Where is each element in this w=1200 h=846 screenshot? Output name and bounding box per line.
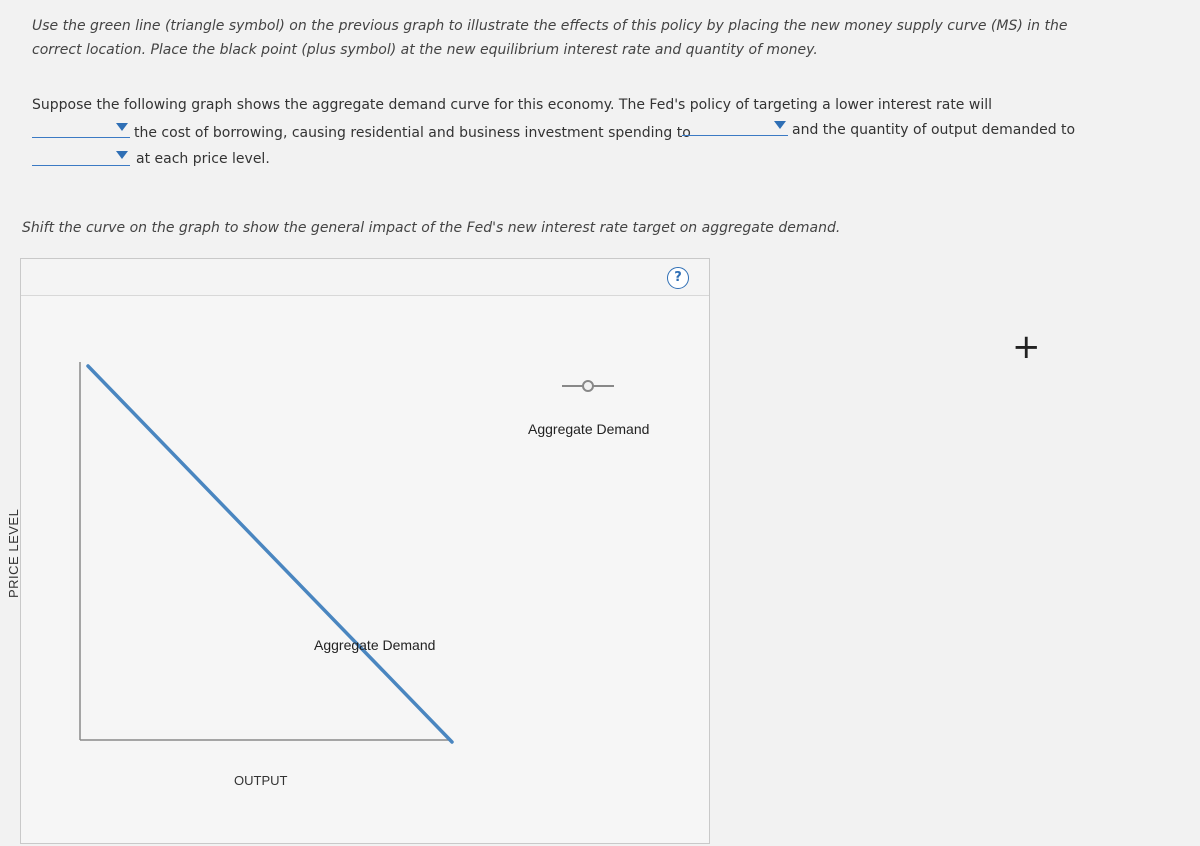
curve-label: Aggregate Demand	[314, 637, 436, 653]
x-axis-label: OUTPUT	[234, 773, 288, 788]
question-line-3: at each price level.	[136, 151, 270, 167]
y-axis-label: PRICE LEVEL	[6, 508, 21, 598]
question-line-2a: the cost of borrowing, causing residential and business investment spending to	[134, 125, 691, 141]
question-line-2b: and the quantity of output demanded to	[792, 122, 1076, 138]
question-line-1: Suppose the following graph shows the aggregate demand curve for this economy. The Fed's policy of targeting a lower interest rate will	[32, 97, 992, 113]
plus-point-tool[interactable]: +	[1012, 327, 1041, 367]
ad-tool-label[interactable]: Aggregate Demand	[528, 421, 650, 437]
shift-instructions: Shift the curve on the graph to show the general impact of the Fed's new interest rate target on aggregate demand.	[22, 220, 841, 236]
aggregate-demand-curve[interactable]	[88, 366, 452, 742]
previous-graph-instructions: Use the green line (triangle symbol) on the previous graph to illustrate the effects of this policy by placing the new money supply curve (MS) in the correct location. Place the black point (plus symbol) at the new equilibrium interest rate and quantity of money.	[32, 18, 1068, 58]
ad-curve-tool-icon[interactable]	[562, 381, 614, 391]
help-button[interactable]: ?	[667, 267, 689, 289]
